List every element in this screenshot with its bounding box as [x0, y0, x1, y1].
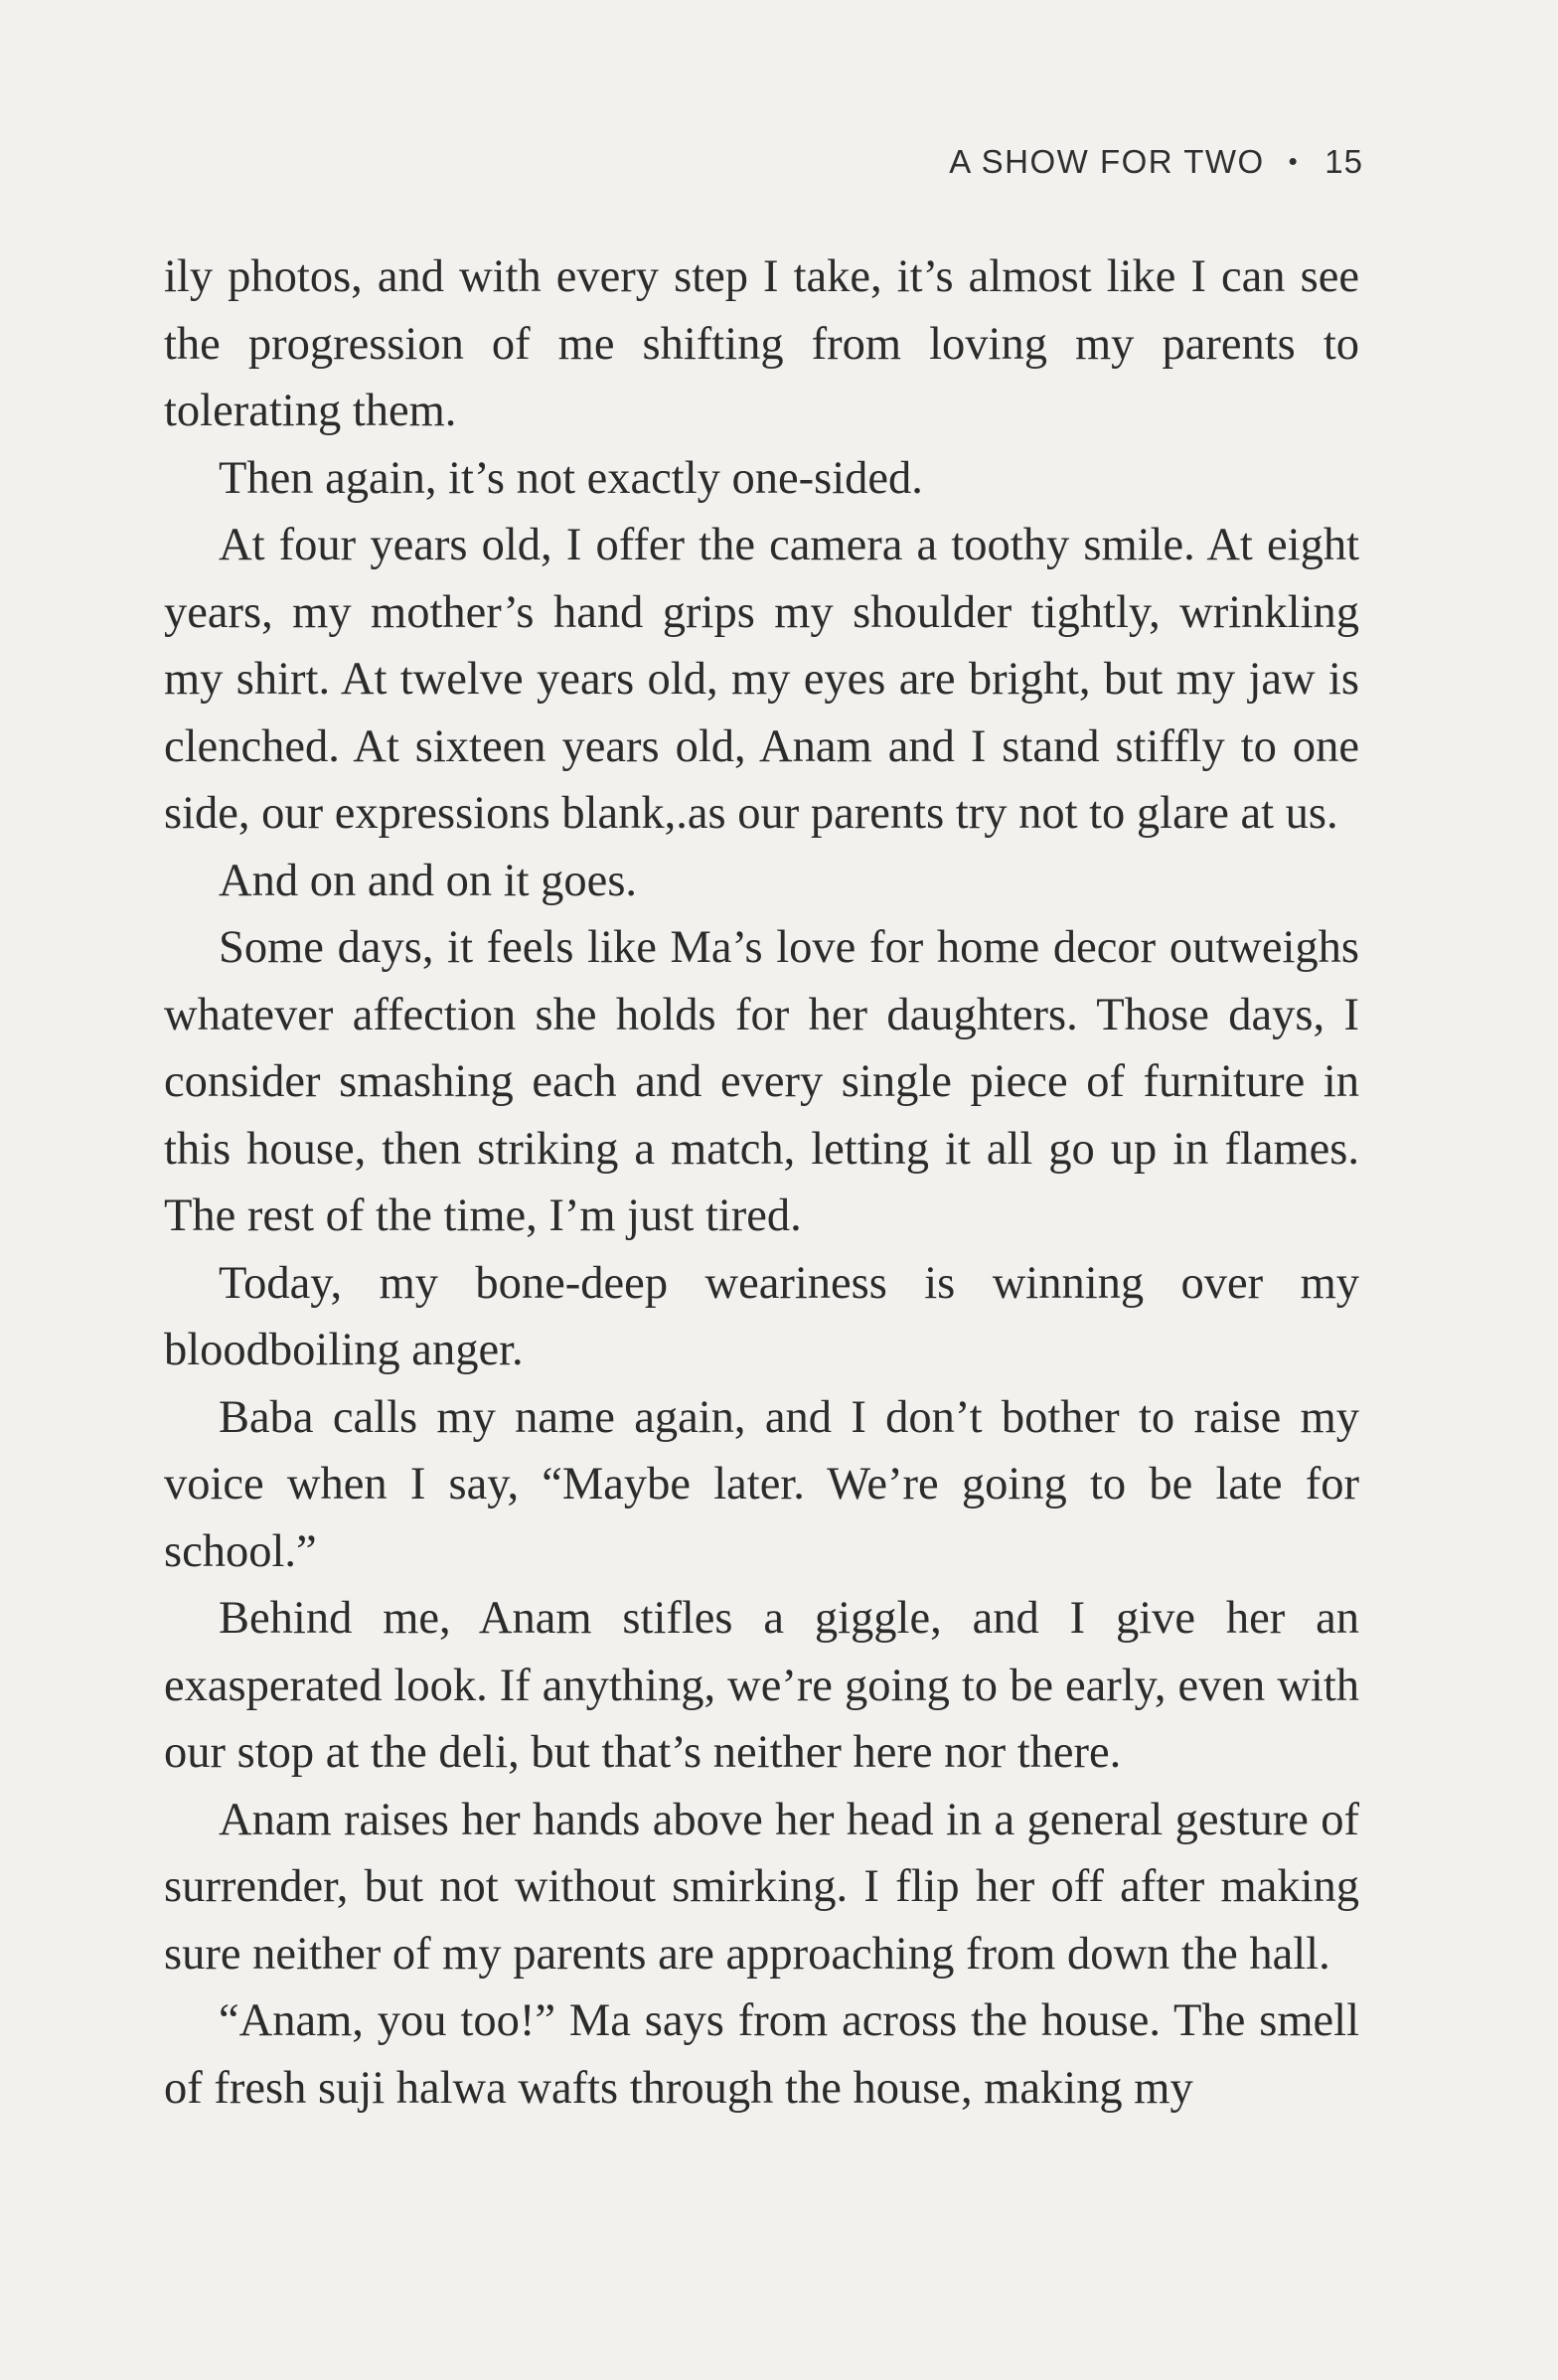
paragraph: Behind me, Anam stifles a giggle, and I give her an exasperated look. If anything, we’re going to be early, even with our stop at the deli, but that’s neither here nor there.: [164, 1593, 1359, 1778]
paragraph: Anam raises her hands above her head in a general gesture of surrender, but not without smirking. I flip her off after making sure neither of my parents are approaching from down the hall.: [164, 1794, 1359, 1980]
paragraph: Baba calls my name again, and I don’t bother to raise my voice when I say, “Maybe later. We’re going to be late for school.”: [164, 1391, 1359, 1577]
header-separator: •: [1288, 146, 1300, 176]
paragraph: And on and on it goes.: [219, 855, 638, 906]
paragraph: Some days, it feels like Ma’s love for home decor outweighs whatever affection she holds for her daughters. Those days, I consider smashing each and every single piece of furniture in this house, then striking a match, letting it all go up in flames. The rest of the time, I’m just tired.: [164, 922, 1359, 1241]
running-header: [949, 143, 1363, 181]
paragraph: At four years old, I offer the camera a toothy smile. At eight years, my mother’s hand grips my shoulder tightly, wrinkling my shirt. At twelve years old, my eyes are bright, but my jaw is clenched. At sixteen years old, Anam and I stand stiffly to one side, our expressions blank,.as our parents try not to glare at us.: [164, 520, 1359, 839]
body-text: [164, 243, 1359, 2122]
paragraph: “Anam, you too!” Ma says from across the house. The smell of fresh suji halwa wafts through the house, making my: [164, 1995, 1359, 2114]
paragraph: Today, my bone-deep weariness is winning over my bloodboiling anger.: [164, 1257, 1359, 1375]
running-title: A SHOW FOR TWO: [949, 143, 1265, 180]
paragraph: Then again, it’s not exactly one-sided.: [219, 452, 923, 504]
page-number: 15: [1324, 143, 1363, 180]
paragraph: ily photos, and with every step I take, it’s almost like I can see the progression of me shifting from loving my parents to tolerating them.: [164, 251, 1359, 436]
